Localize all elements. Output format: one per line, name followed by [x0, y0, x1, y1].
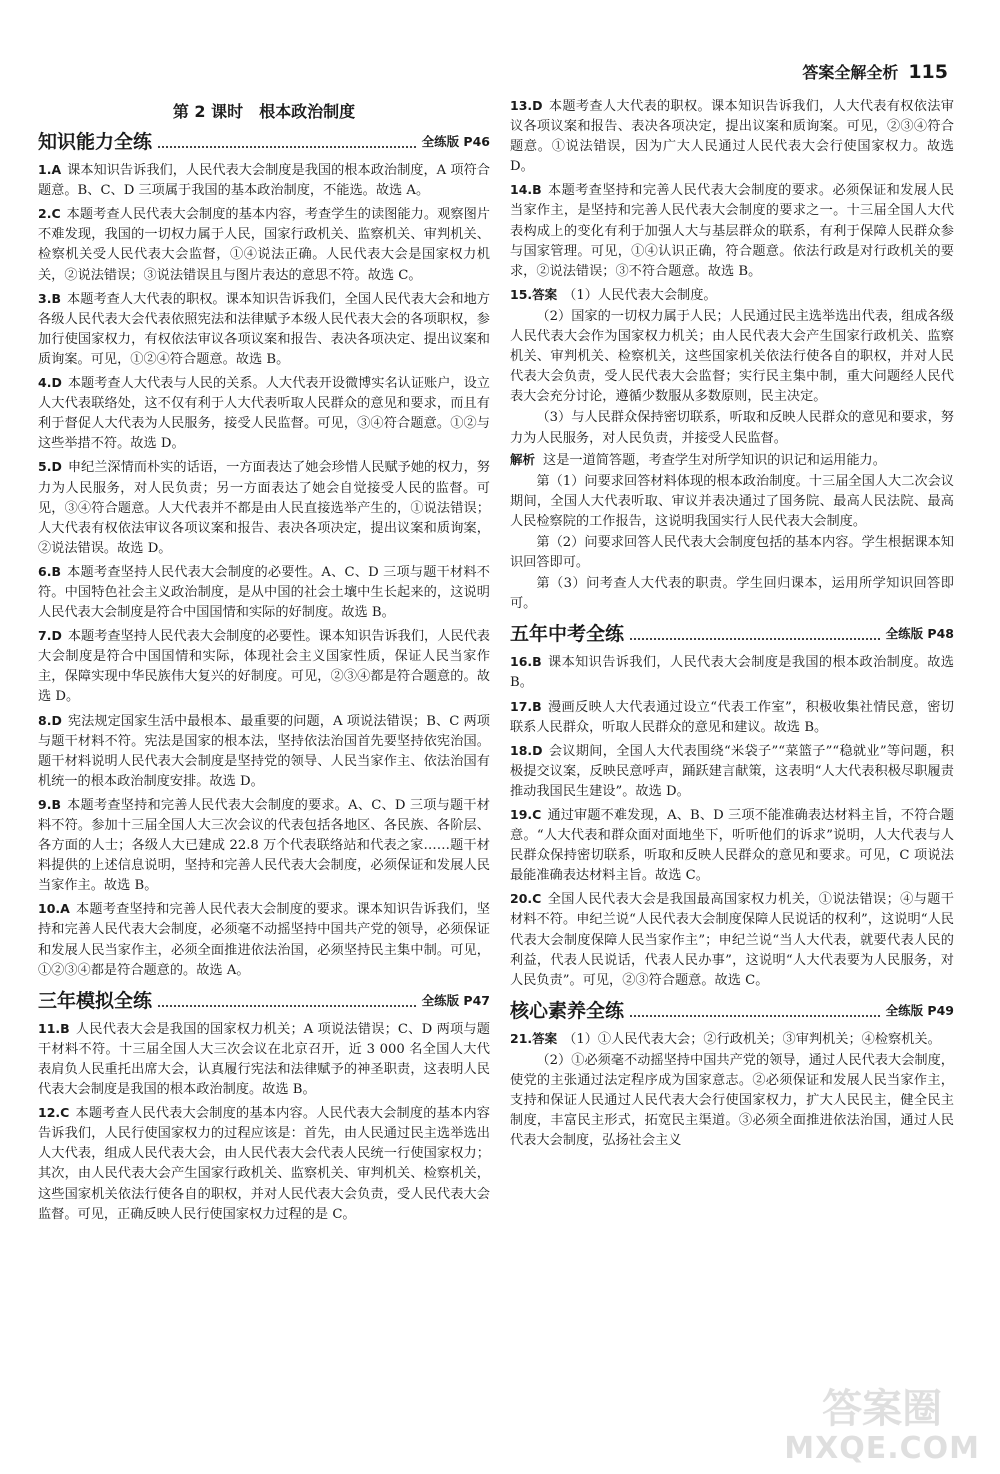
- section-header-five-year: [510, 622, 954, 646]
- section-title: 知识能力全练: [38, 131, 153, 154]
- dotted-leader: [630, 1015, 880, 1017]
- answer-text: 会议期间，全国人大代表围绕“米袋子”“菜篮子”“稳就业”等问题，积极提交议案，反映民意呼声，踊跃建言献策，这表明“人大代表积极尽职履责推动我国民生建设”。故选 D。: [510, 743, 954, 799]
- answer-number: 21.答案: [510, 1030, 558, 1046]
- dotted-leader: [158, 146, 416, 148]
- answer-item-5: [38, 457, 490, 558]
- answer-item-18: [510, 741, 954, 802]
- answer-item-1: [38, 160, 490, 201]
- answer-text: 本题考查人大代表的职权。课本知识告诉我们，全国人民代表大会和地方各级人民代表大会代表依照宪法和法律赋予本级人民代表大会的各项职权，参加行使国家权力，有权依法审议各项议案和报告、表决各项决定、提出议案和质询案。可见，①②④符合题意。故选 B。: [38, 291, 490, 367]
- answer-item-3: [38, 289, 490, 370]
- answer-item-11: [38, 1019, 490, 1100]
- answer-text: 本题考查人大代表与人民的关系。人大代表开设微博实名认证账户，设立人大代表联络处，这不仅有利于人大代表听取人民群众的意见和要求，而且有利于督促人大代表为人民服务，接受人民监督。可见，③④符合题意。①②与这些举措不符。故选 D。: [38, 376, 490, 452]
- lesson-title: 第 2 课时 根本政治制度: [172, 102, 356, 121]
- answer-number: 8.D: [38, 712, 62, 728]
- answer-text: 全国人民代表大会是我国最高国家权力机关，①说法错误；④与题干材料不符。申纪兰说“人民代表大会制度保障人民说话的权利”，这说明“人民代表大会制度保障人民当家作主”；申纪兰说“当人大代表，就要代表人民的利益，代表人民说话，代表人民办事”，这说明“人大代表要为人民服务，对人民负责”。可见，②③符合题意。故选 C。: [510, 892, 954, 988]
- answer-text: 本题考查坚持人民代表大会制度的必要性。课本知识告诉我们，人民代表大会制度是符合中国国情和实际，体现社会主义国家性质，保证人民当家作主，保障实现中华民族伟大复兴的好制度。可见，②③④都是符合题意的。故选 D。: [38, 629, 490, 705]
- section-ref: 全练版 P47: [421, 992, 490, 1008]
- analysis-para-3: 第（3）问考查人大代表的职责。学生回归课本，运用所学知识回答即可。: [510, 576, 954, 612]
- answer-text: 通过审题不难发现，A、B、D 三项不能准确表达材料主旨，不符合题意。“人大代表和群众面对面地坐下，听听他们的诉求”说明，人大代表与人民群众保持密切联系，听取和反映人民群众的意见和要求。可见，C 项说法最能准确表达材料主旨。故选 C。: [510, 808, 954, 884]
- answer-item-10: [38, 899, 490, 980]
- answer-text: 本题考查坚持和完善人民代表大会制度的要求。课本知识告诉我们，坚持和完善人民代表大会制度，必须毫不动摇坚持中国共产党的领导，必须保证和发展人民当家作主，必须全面推进依法治国，必须坚持民主集中制。可见，①②③④都是符合题意的。故选 A。: [38, 902, 490, 978]
- answer-number: 15.答案: [510, 286, 558, 302]
- answer-number: 12.C: [38, 1105, 70, 1121]
- answer-number: 2.C: [38, 206, 61, 222]
- answer-number: 19.C: [510, 807, 542, 822]
- answer-text: 本题考查坚持和完善人民代表大会制度的要求。必须保证和发展人民当家作主，是坚持和完善人民代表大会制度的要求之一。十三届全国人大代表构成上的变化有利于加强人大与基层群众的联系，有利于保障人民群众参与国家管理。可见，①④认识正确，符合题意。依法行政是对行政机关的要求，②说法错误；③不符合题意。故选 B。: [510, 183, 954, 279]
- watermark-url: MXQE.COM: [784, 1431, 980, 1466]
- answer-number: 14.B: [510, 182, 542, 198]
- answer-number: 11.B: [38, 1020, 70, 1036]
- answer-number: 17.B: [510, 698, 542, 714]
- answer-item-8: [38, 711, 490, 792]
- left-column: [38, 100, 490, 1228]
- answer-number: 6.B: [38, 563, 61, 579]
- dotted-leader: [158, 1005, 416, 1007]
- answer-number: 10.A: [38, 901, 70, 917]
- answer-text: 漫画反映人大代表通过设立“代表工作室”，积极收集社情民意，密切联系人民群众，听取人民群众的意见和建议。故选 B。: [510, 699, 954, 735]
- answer-item-13: [510, 96, 954, 177]
- answer-item-20: [510, 889, 954, 990]
- answer-number: 20.C: [510, 891, 542, 907]
- answer-item-19: [510, 805, 954, 886]
- answer-item-6: [38, 562, 490, 623]
- section-header-three-year: [38, 989, 490, 1013]
- answer-text: 课本知识告诉我们，人民代表大会制度是我国的根本政治制度。故选 B。: [510, 655, 954, 691]
- section-ref: 全练版 P46: [421, 134, 490, 149]
- answer-item-4: [38, 373, 490, 454]
- answer-number: 16.B: [510, 654, 542, 670]
- answer-text: 本题考查坚持和完善人民代表大会制度的要求。A、C、D 三项与题干材料不符。参加十三届全国人大三次会议的代表包括各地区、各民族、各阶层、各方面的人士；各级人大已建成 22.8 万个代表联络站和代表之家……题干材料提供的上述信息说明，坚持和完善人民代表大会制度，必须保证和发展人民当家作主。故选 B。: [38, 797, 490, 894]
- section-header-knowledge: [38, 130, 490, 154]
- section-header-core-literacy: [510, 999, 954, 1023]
- section-title: 核心素养全练: [510, 999, 625, 1022]
- page-number: 115: [908, 61, 948, 83]
- answer-text: 本题考查人大代表的职权。课本知识告诉我们，人大代表有权依法审议各项议案和报告、表决各项决定，提出议案和质询案。可见，②③④符合题意。①说法错误，因为广大人民通过人民代表大会行使国家权力。故选 D。: [510, 99, 954, 175]
- answer-text: 本题考查坚持人民代表大会制度的必要性。A、C、D 三项与题干材料不符。中国特色社会主义政治制度，是从中国的社会土壤中生长起来的，这说明人民代表大会制度是符合中国国情和实际的好制度。故选 B。: [38, 564, 490, 621]
- answer-part-2: （2）①必须毫不动摇坚持中国共产党的领导，通过人民代表大会制度，使党的主张通过法定程序成为国家意志。②必须保证和发展人民当家作主，支持和保证人民通过人民代表大会行使国家权力，扩大人民民主，健全民主制度，丰富民主形式，拓宽民主渠道。③必须全面推进依法治国，通过人民代表大会制度，弘扬社会主义: [510, 1052, 954, 1149]
- answer-part-3: （3）与人民群众保持密切联系，听取和反映人民群众的意见和要求，努力为人民服务，对人民负责，并接受人民监督。: [510, 410, 954, 446]
- answer-item-14: [510, 180, 954, 281]
- analysis-intro: 这是一道简答题，考查学生对所学知识的识记和运用能力。: [543, 452, 886, 468]
- answer-number: 3.B: [38, 290, 61, 306]
- watermark-text: 答案圈: [822, 1386, 943, 1432]
- answer-item-21: [510, 1029, 954, 1152]
- answer-item-17: [510, 697, 954, 738]
- answer-part-1: （1）人民代表大会制度。: [563, 287, 717, 303]
- answer-part-1: （1）①人民代表大会；②行政机关；③审判机关；④检察机关。: [563, 1031, 941, 1047]
- section-ref: 全练版 P48: [885, 626, 954, 642]
- answer-number: 18.D: [510, 742, 543, 758]
- answer-text: 本题考查人民代表大会制度的基本内容，考查学生的读图能力。观察图片不难发现，我国的一切权力属于人民，国家行政机关、监察机关、审判机关、检察机关受人民代表大会监督，①④说法正确。人民代表大会是国家权力机关，②说法错误；③说法错误且与图片表达的意思不符。故选 C。: [38, 207, 490, 283]
- dotted-leader: [630, 638, 880, 640]
- answer-item-12: [38, 1103, 490, 1225]
- page-header: [802, 60, 948, 83]
- answer-number: 13.D: [510, 98, 543, 113]
- answer-item-16: [510, 652, 954, 693]
- right-column: [510, 96, 954, 1154]
- analysis-para-1: 第（1）问要求回答材料体现的根本政治制度。十三届全国人大二次会议期间，全国人大代表听取、审议并表决通过了国务院、最高人民法院、最高人民检察院的工作报告，这说明我国实行人民代表大会制度。: [510, 473, 954, 529]
- answer-text: 人民代表大会是我国的国家权力机关；A 项说法错误；C、D 两项与题干材料不符。十三届全国人大三次会议在北京召开，近 3 000 名全国人大代表肩负人民重托出席大会，认真履行宪法和法律赋予的神圣职责，这表明人民代表大会制度是我国的根本政治制度。故选 B。: [38, 1021, 490, 1098]
- section-title: 三年模拟全练: [38, 989, 153, 1012]
- answer-text: 宪法规定国家生活中最根本、最重要的问题，A 项说法错误；B、C 两项与题干材料不符。宪法是国家的根本法，坚持依法治国首先要坚持依宪治国。题干材料说明人民代表大会制度是坚持党的领导、人民当家作主、依法治国有机统一的根本政治制度安排。故选 D。: [38, 713, 490, 789]
- answer-item-15: [510, 285, 954, 615]
- answer-number: 7.D: [38, 628, 62, 644]
- watermark-logo: [784, 1387, 980, 1466]
- answer-item-9: [38, 795, 490, 896]
- answer-number: 9.B: [38, 796, 61, 812]
- answer-number: 5.D: [38, 459, 62, 475]
- section-ref: 全练版 P49: [885, 1002, 954, 1018]
- answer-item-7: [38, 626, 490, 707]
- answer-text: 本题考查人民代表大会制度的基本内容。人民代表大会制度的基本内容告诉我们，人民行使国家权力的过程应该是：首先，由人民通过民主选举选出人大代表，组成人民代表大会，由人民代表大会代表人民统一行使国家权力；其次，由人民代表大会产生国家行政机关、监察机关、审判机关、检察机关，这些国家机关依法行使各自的职权，并对人民代表大会负责，受人民代表大会监督。可见，正确反映人民行使国家权力过程的是 C。: [38, 1106, 490, 1222]
- answer-number: 1.A: [38, 162, 62, 178]
- analysis-label: 解析: [510, 451, 536, 467]
- answer-text: 课本知识告诉我们，人民代表大会制度是我国的根本政治制度，A 项符合题意。B、C、D 三项属于我国的基本政治制度，不能选。故选 A。: [38, 163, 490, 199]
- answer-part-2: （2）国家的一切权力属于人民；人民通过民主选举选出代表，组成各级人民代表大会作为国家权力机关；由人民代表大会产生国家行政机关、监察机关、审判机关、检察机关，这些国家机关依法行使各自的职权，并对人民代表大会负责，受人民代表大会监督；实行民主集中制，重大问题经人民代表大会充分讨论，遵循少数服从多数原则，民主决定。: [510, 308, 954, 405]
- section-title: 五年中考全练: [510, 623, 625, 646]
- answer-item-2: [38, 204, 490, 285]
- answer-text: 申纪兰深情而朴实的话语，一方面表达了她会珍惜人民赋予她的权力，努力为人民服务，对人民负责；另一方面表达了她会自觉接受人民的监督。可见，③④符合题意。人大代表并不都是由人民直接选举产生的，①说法错误；人大代表有权依法审议各项议案和报告、表决各项决定，提出议案和质询案，②说法错误。故选 D。: [38, 460, 490, 556]
- analysis-para-2: 第（2）问要求回答人民代表大会制度包括的基本内容。学生根据课本知识回答即可。: [510, 534, 954, 571]
- header-section-title: 答案全解全析: [802, 63, 899, 82]
- answer-number: 4.D: [38, 375, 62, 391]
